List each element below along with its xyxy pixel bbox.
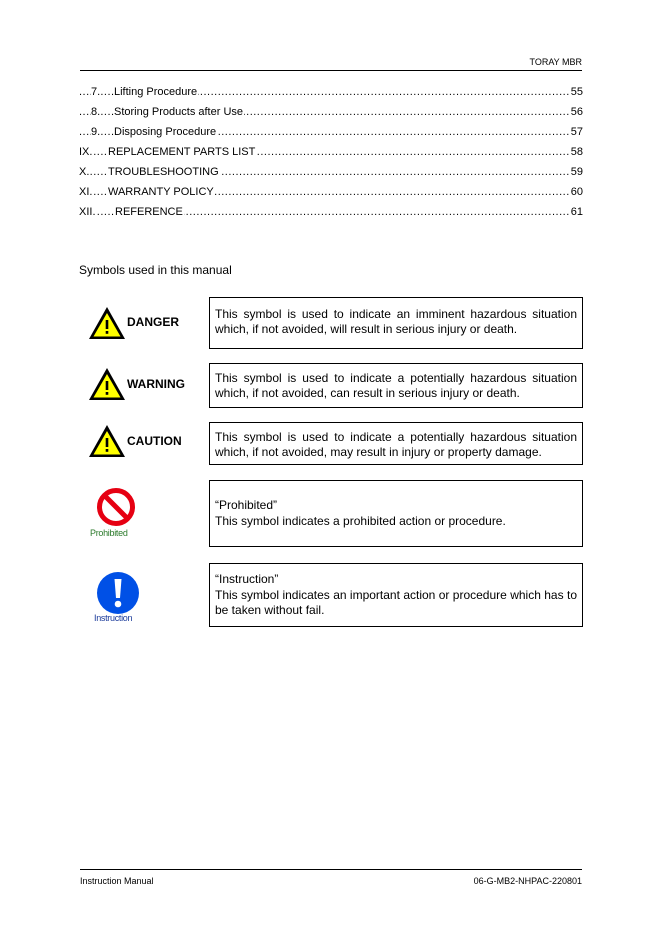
toc-page: 60	[570, 186, 583, 198]
toc-title: Disposing Procedure	[114, 126, 217, 138]
toc-entry[interactable]	[79, 164, 583, 184]
toc-title: TROUBLESHOOTING	[108, 166, 219, 178]
instruction-caption: Instruction	[94, 613, 133, 623]
toc-number: 8.	[91, 106, 101, 118]
toc-number: IX.	[79, 146, 93, 158]
warning-description-box	[209, 363, 583, 408]
caution-label: CAUTION	[127, 434, 182, 448]
caution-description: This symbol is used to indicate a potentially hazardous situation which, if not avoided, may result in injury or property damage.	[215, 430, 577, 459]
warning-triangle-icon	[88, 424, 126, 458]
caution-description-box	[209, 422, 583, 465]
prohibited-caption: Prohibited	[90, 528, 128, 538]
toc-title: Lifting Procedure	[114, 86, 198, 98]
danger-label: DANGER	[127, 315, 180, 329]
warning-label: WARNING	[127, 377, 185, 391]
toc-number: X.	[79, 166, 90, 178]
toc-title: REPLACEMENT PARTS LIST	[108, 146, 256, 158]
toc-number: 9.	[91, 126, 101, 138]
toc-entry[interactable]	[79, 124, 583, 144]
toc-title: WARRANTY POLICY	[108, 186, 214, 198]
toc-page: 56	[570, 106, 583, 118]
warning-triangle-icon	[88, 306, 126, 340]
toc-title: Storing Products after Use	[114, 106, 244, 118]
instruction-description-box	[209, 563, 583, 627]
symbols-heading: Symbols used in this manual	[79, 263, 232, 277]
instruction-description: This symbol indicates an important action or procedure which has to be taken without fail.	[215, 588, 577, 617]
toc-number: XII.	[79, 206, 96, 218]
footer-right-text: 06-G-MB2-NHPAC-220801	[473, 876, 582, 886]
header-title: TORAY MBR	[529, 57, 582, 67]
toc-entry[interactable]	[79, 144, 583, 164]
toc-number: XI.	[79, 186, 93, 198]
prohibited-description-box	[209, 480, 583, 547]
prohibited-description: This symbol indicates a prohibited action or procedure.	[215, 514, 506, 528]
footer-divider	[80, 869, 582, 870]
header-divider	[80, 70, 582, 71]
instruction-title: “Instruction”	[215, 572, 279, 586]
toc-page: 57	[570, 126, 583, 138]
instruction-icon	[95, 570, 141, 616]
toc-entry[interactable]	[79, 184, 583, 204]
danger-description-box	[209, 297, 583, 349]
toc-page: 55	[570, 86, 583, 98]
toc-title: REFERENCE	[115, 206, 183, 218]
toc-entry[interactable]	[79, 84, 583, 104]
toc-entry[interactable]	[79, 104, 583, 124]
danger-description: This symbol is used to indicate an imminent hazardous situation which, if not avoided, will result in serious injury or death.	[215, 307, 577, 336]
footer-left-text: Instruction Manual	[80, 876, 154, 886]
toc-page: 61	[570, 206, 583, 218]
prohibited-icon	[95, 486, 137, 528]
toc-entry[interactable]	[79, 204, 583, 224]
toc-page: 58	[570, 146, 583, 158]
table-of-contents	[79, 84, 583, 224]
toc-number: 7.	[91, 86, 101, 98]
prohibited-title: “Prohibited”	[215, 498, 278, 512]
warning-description: This symbol is used to indicate a potentially hazardous situation which, if not avoided, can result in serious injury or death.	[215, 371, 577, 400]
warning-triangle-icon	[88, 367, 126, 401]
toc-page: 59	[570, 166, 583, 178]
